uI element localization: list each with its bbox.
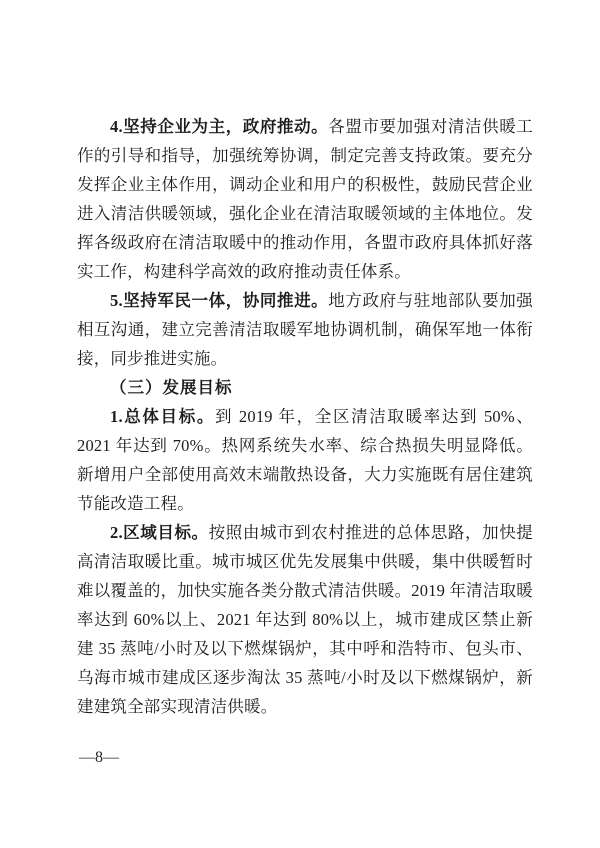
paragraph-lead: 4.坚持企业为主，政府推动。 (110, 117, 329, 136)
paragraph-lead: 5.坚持军民一体，协同推进。 (110, 291, 329, 310)
paragraph-lead: 2.区域目标。 (110, 523, 209, 542)
document-body (77, 112, 533, 721)
paragraph-text: 到 2019 年，全区清洁取暖率达到 50%、2021 年达到 70%。热网系统失水率、综合热损失明显降低。新增用户全部使用高效末端散热设备，大力实施既有居住建筑节能改造工程。 (77, 407, 533, 513)
paragraph-text: 各盟市要加强对清洁供暖工作的引导和指导，加强统筹协调，制定完善支持政策。要充分发挥企业主体作用，调动企业和用户的积极性，鼓励民营企业进入清洁供暖领域，强化企业在清洁取暖领域的主体地位。发挥各级政府在清洁取暖中的推动作用，各盟市政府具体抓好落实工作，构建科学高效的政府推动责任体系。 (77, 117, 533, 281)
page-number: —8— (79, 749, 119, 766)
paragraph-principle-5 (77, 286, 533, 373)
paragraph-text: 按照由城市到农村推进的总体思路，加快提高清洁取暖比重。城市城区优先发展集中供暖，集中供暖暂时难以覆盖的，加快实施各类分散式清洁供暖。2019 年清洁取暖率达到 60%以上、2021 年达到 80%以上，城市建成区禁止新建 35 蒸吨/小时及以下燃煤锅炉，其中呼和浩特市、包头市、乌海市城市建成区逐步淘汰 35 蒸吨/小时及以下燃煤锅炉，新建建筑全部实现清洁供暖。 (77, 523, 533, 716)
paragraph-regional-goal (77, 518, 533, 721)
paragraph-text: 地方政府与驻地部队要加强相互沟通，建立完善清洁取暖军地协调机制，确保军地一体衔接，同步推进实施。 (77, 291, 533, 368)
section-heading-development-goals (77, 373, 533, 402)
paragraph-overall-goal (77, 402, 533, 518)
paragraph-principle-4 (77, 112, 533, 286)
paragraph-lead: 1.总体目标。 (110, 407, 215, 426)
section-heading-text: （三）发展目标 (110, 378, 233, 397)
